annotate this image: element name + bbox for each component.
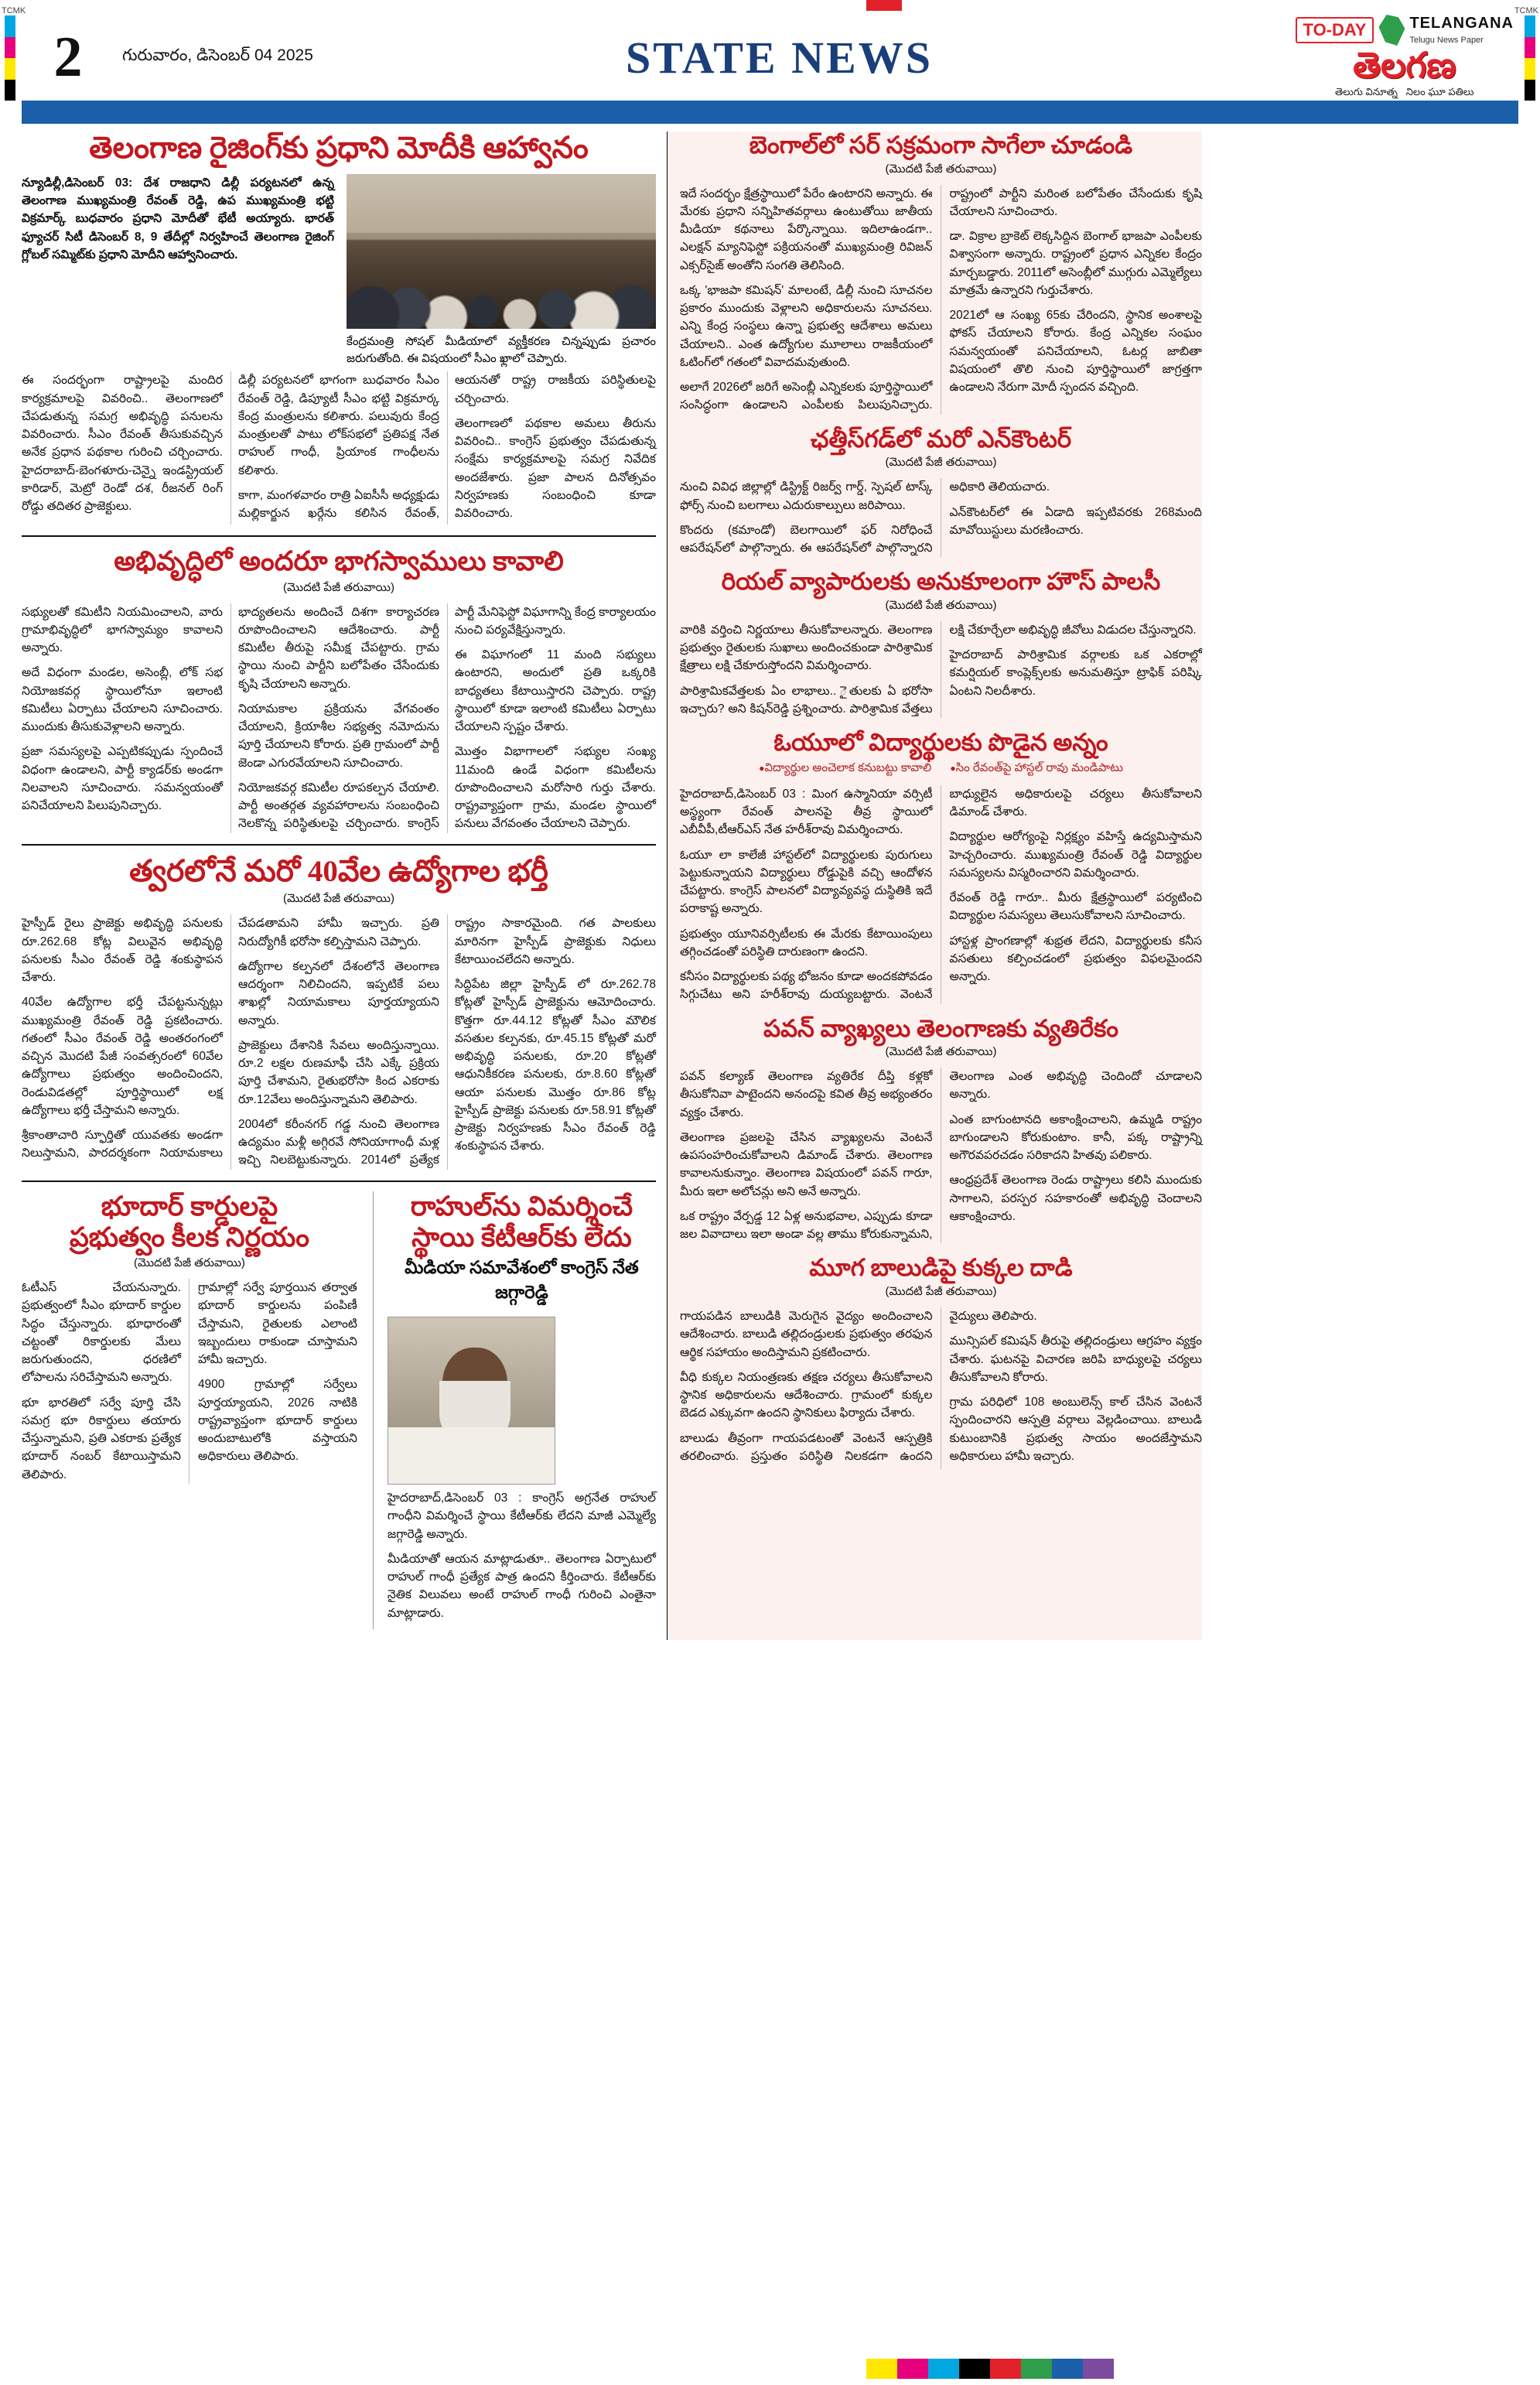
r-story4-p7: హాస్టళ్ల ప్రాంగణాల్లో శుభ్రత లేదని, విద్యార్థులకు కనీస వసతులు కల్పించడంలో ప్రభుత్వం విఫలమైందని అన్నారు. [949,934,1202,984]
r-story1-contd: (మొదటి పేజీ తరువాయి) [885,162,997,176]
story5-subhead: మీడియా సమావేశంలో కాంగ్రెస్ నేత జగ్గారెడ్డి [405,1258,639,1303]
r-story6-headline: మూగ బాలుడిపై కుక్కల దాడి [809,1254,1073,1282]
r-story5-contd: (మొదటి పేజీ తరువాయి) [885,1045,997,1059]
r-story1-body [680,185,1202,415]
story2-p3: ప్రజా సమస్యలపై ఎప్పటికప్పుడు స్పందించే విధంగా ఉండాలని, పార్టీ క్యాడర్‌కు అండగా నిలవాలని సూచించారు. సమన్వయంతో పనిచేయాలని పిలుపునిచ్చారు. [22,745,223,813]
r-story5-p3: ఒక రాష్ట్రం వేర్పడ్డ 12 ఏళ్ల అనుభవాల, ఎప్పుడు కూడా జల వివాదాలు ఇలా అండా వల్ల తాము కోరుకున్నామని, తెలంగాణ ఎంత అభివృద్ధి చెందిందో చూడాలని అన్నారు. [680,1070,1202,1242]
story3-p5: ప్రాజెక్టులు దేశానికి సేవలు అందిస్తున్నాయి. రూ.2 లక్షల రుణమాఫీ చేసి ఎక్కే ప్రక్రియ పూర్తి చేశామని, రైతుభరోసా కింద ఎకరాకు రూ.12వేలు అందిస్తున్నామని తెలిపారు. [238,1038,439,1106]
registration-label-left: TCMK [2,6,26,15]
logo-tagline-2: నిలం ఘూ పతిలు [1405,85,1474,97]
article-realestate [680,568,1202,718]
article-jobs [22,855,656,1170]
lead-paragraph-4: కాగా, మంగళవారం రాత్రి ఏఐసీసీ అధ్యక్షుడు మల్లికార్జున ఖర్గేను కలిసిన రేవంత్, ఆయనతో రాష్ట్ర రాజకీయ పరిస్థితులపై చర్చించారు. [238,374,656,521]
r-story5-p2: తెలంగాణ ప్రజలపై చేసిన వ్యాఖ్యలను వెంటనే ఉపసంహరించుకోవాలని డిమాండ్ చేశారు. తెలంగాణ కావాలనుకున్నాం. తెలంగాణ విషయంలో పవన్ గారూ, మీరు ఇలా అలోచన్లు అని అనే అన్నారు. [680,1130,933,1198]
r-story6-body [680,1307,1202,1469]
r-story5-p5: ఆంధ్రప్రదేశ్ తెలంగాణ రెండు రాష్ట్రాలు కలిసి ముందుకు సాగాలని, పరస్పర సహకారంతో అభివృద్ధి చెందాలని ఆకాంక్షించారు. [949,1174,1202,1223]
lead-headline: తెలంగాణ రైజింగ్‌కు ప్రధాని మోదీకి ఆహ్వానం [89,132,589,165]
story4-p3: గ్రామాల్లో సర్వే పూర్తయిన తర్వాత భూదార్ కార్డులను పంపిణీ చేస్తామని, రైతులకు ఎలాంటి ఇబ్బందులు రాకుండా చూస్తామని హామీ ఇచ్చారు. [197,1281,357,1367]
r-story3-p2: పారిశ్రామికవేత్తలకు ఏం లాభాలు.. ైతులకు ఏ భరోసా ఇచ్చారు? అని కిషన్‌రెడ్డి ప్రశ్నించారు. పారిశ్రామిక వేత్తలు లక్షి చేకూర్చేలా అభివృద్ధి జీవోలు విడుదల చేస్తున్నారని. [680,623,1197,716]
logo-telangana-text: TELANGANA [1409,14,1514,32]
divider-3 [22,1181,656,1182]
r-story6-p4: మున్సిపల్ కమిషన్ తీరుపై తల్లిదండ్రులు ఆగ్రహం వ్యక్తం చేశారు. ఘటనపై విచారణ జరిపి బాధ్యులపై చర్యలు తీసుకోవాలని కోరారు. [949,1334,1202,1384]
article-chhattisgarh [680,425,1202,558]
story5-p1: హైదరాబాద్,డిసెంబర్ 03 : కాంగ్రెస్ అగ్రనేత రాహుల్ గాంధీని విమర్శించే స్థాయి కేటీఆర్‌కు లేదని మాజీ ఎమ్మెల్యే జగ్గారెడ్డి అన్నారు. [387,1491,656,1541]
top-color-mark [866,0,902,11]
r-story6-p1: గాయపడిన బాలుడికి మెరుగైన వైద్యం అందించాలని ఆదేశించారు. బాలుడి తల్లిదండ్రులకు ప్రభుత్వం తరఫున ఆర్థిక సహాయం అందిస్తామని ప్రకటించారు. [680,1310,933,1359]
section-title: STATE NEWS [626,32,933,83]
telangana-map-icon [1378,15,1405,46]
story4-p2: భూ భారతిలో సర్వే పూర్తి చేసి సమగ్ర భూ రికార్డులు తయారు చేస్తున్నామని, ప్రతి ఎకరాకు ప్రత్యేక భూదార్ నంబర్ కేటాయిస్తామని తెలిపారు. [22,1396,181,1481]
r-story4-p5: విద్యార్థుల ఆరోగ్యంపై నిర్లక్ష్యం వహిస్తే ఉద్యమిస్తామని హెచ్చరించారు. ముఖ్యమంత్రి రేవంత్ రెడ్డి విద్యార్థుల సమస్యలను విస్మరించారని విమర్శించారు. [949,830,1202,880]
article-dog-attack [680,1254,1202,1468]
story3-p7: సిద్దిపేట జిల్లా హైస్పీడ్ లో రూ.262.78 కోట్లతో హైస్పీడ్ ప్రాజెక్టును ఆమోదించారు. కొత్తగా రూ.44.12 కోట్లతో సీఎం మౌలిక వసతుల కల్పనకు, రూ.45.15 కోట్లతో మరో అభివృద్ధి పనులకు, రూ.20 కోట్లతో ఆధునికీకరణ పనులకు, రూ.8.60 కోట్లతో ఆయా పనులకు మొత్తం రూ.86 కోట్ల హైస్పీడ్ ప్రాజెక్టు పనులకు రూ.58.91 కోట్లతో ప్రాజెక్టు నిర్వహణకు సీఎం రేవంత్ రెడ్డి శంకుస్థాపన చేశారు. [455,978,656,1153]
cmyk-bar-right [1525,15,1535,101]
r-story4-body [680,785,1202,1004]
lead-paragraph-2: ఈ సందర్భంగా రాష్ట్రాలపై మందిర కార్యక్రమాలపై వివరించి.. తెలంగాణలో చేపడుతున్న సమగ్ర అభివృద్ధి పనులను వివరించారు. సీఎం రేవంత్ తీసుకువచ్చిన అనేక ప్రధాన పథకాల గురించి చర్చించారు. హైదరాబాద్-బెంగళూరు-చెన్నై ఇండస్ట్రియల్ కారిడార్, మెట్రో రెండో దశ, రీజనల్ రింగ్ రోడ్డు తదితర ప్రాజెక్టులు. [22,374,223,514]
r-story2-p1: నుంచి వివిధ జిల్లాల్లో డిస్ట్రిక్ట్ రిజర్వ్ గార్డ్, స్పెషల్ టాస్క్ ఫోర్స్ నుంచి బలగాలు ఎదురుకాల్పులు జరిపాయి. [680,480,933,512]
r-story6-p2: వీధి కుక్కల నియంత్రణకు తక్షణ చర్యలు తీసుకోవాలని స్థానిక అధికారులను ఆదేశించారు. గ్రామంలో కుక్కల బెడద ఎక్కువగా ఉందని స్థానికులు ఫిర్యాదు చేశారు. [680,1370,933,1420]
lead-paragraph-3: డిల్లీ పర్యటనలో భాగంగా బుధవారం సీఎం రేవంత్ రెడ్డి, డిప్యూటీ సీఎం భట్టి విక్రమార్క కేంద్ర మంత్రులను కలిశారు. పలువురు కేంద్ర మంత్రులతో పాటు లోక్‌సభలో ప్రతిపక్ష నేత రాహుల్ గాంధీ, ప్రియాంక గాంధీలను కలిశారు. [238,374,439,477]
story3-p2: 40వేల ఉద్యోగాల భర్తీ చేపట్టనున్నట్లు ముఖ్యమంత్రి రేవంత్ రెడ్డి ప్రకటించారు. గతంలో సీఎం రేవంత్ రెడ్డి అంతరంగంలో వచ్చిన మొదటి పేజీ సంవత్సరంలో 60వేల ఉద్యోగాలు ప్రభుత్వం అందించిందని, రెండువిడతల్లో పూర్తిస్థాయిలో లక్ష ఉద్యోగాలు భర్తీ చేస్తామని అన్నారు. [22,996,223,1117]
r-story2-body [680,478,1202,557]
lead-story-photo [347,174,656,329]
newspaper-logo [1181,14,1518,101]
divider-2 [22,844,656,846]
story4-p1: ఓటీఎస్ చేయనున్నారు. ప్రభుత్వంలో సీఎం భూదార్ కార్డుల సిద్ధం చేస్తున్నారు. భూధారంతో చట్టంతో రికార్డులకు మేలు జరుగుతుందని, ధరణిలో లోపాలను సరిచేస్తామని అన్నారు. [22,1281,181,1385]
r-story3-p3: హైదరాబాద్ పారిశ్రామిక వర్గాలకు ఒక ఎకరాల్లో కమర్షియల్ కాంప్లెక్స్‌లకు అనుమతిస్తూ ట్రాఫిక్ పరిష్కి ఏంటని నిలదీశారు. [949,648,1202,698]
story5-p2: మీడియాతో ఆయన మాట్లాడుతూ.. తెలంగాణ ఏర్పాటులో రాహుల్ గాంధీ ప్రత్యేక పాత్ర ఉందని కీర్తించారు. కేటీఆర్‌కు నైతిక విలువలు అంటే రాహుల్ గాంధీ గురించి ఎంతైనా మాట్లాడారు. [387,1552,656,1620]
story2-body [22,603,656,833]
r-story3-headline: రియల్ వ్యాపారులకు అనుకూలంగా హౌస్ పాలసీ [721,568,1161,596]
story3-p6: 2004లో కరీంనగర్ గడ్డ నుంచి తెలంగాణ ఉద్యమం మళ్లీ అగ్గిరవే సోనియాగాంధీ మళ్ల ఇచ్చి నిలబెట్టుకున్నారు. 2014లో ప్రత్యేక రాష్ట్రం సాకారమైంది. గత పాలకులు మారినగా హైస్పీడ్ ప్రాజెక్టుకు నిధులు కేటాయించలేదని అన్నారు. [238,917,656,1167]
story3-p4: ఉద్యోగాల కల్పనలో దేశంలోనే తెలంగాణ ఆదర్శంగా నిలిచిందని, ఇప్పటికే పలు శాఖల్లో నియామకాలు పూర్తయ్యాయని అన్నారు. [238,959,439,1027]
logo-today-text: TO-DAY [1296,17,1374,43]
r-story1-p4: డా. విక్రాల బ్రాకెట్ లెక్కసిద్దిన బెంగాల్ భాజపా ఎంపీలకు విశ్వాసంగా అన్నారు. రాష్ట్రంలో ప్రధాన ఎన్నికల కేంద్రం మార్చబడ్డారు. 2011లో అసెంబ్లీలో ముగ్గురు ఎమ్మెల్యేలు మాత్రమే ఉన్నారని గుర్తుచేశారు. [949,230,1202,297]
r-story4-bullet-1: ● విద్యార్థుల అంచెలాక కనుబట్టు కావాలి [759,761,931,774]
r-story4-bullet-2: ● సిం రేవంత్‌పై హాస్టల్ రావు మండిపాటు [950,761,1123,774]
logo-masthead-telugu: తెలగణ [1353,45,1456,85]
r-story2-contd: (మొదటి పేజీ తరువాయి) [885,456,997,470]
page-number-box [22,14,114,101]
story2-p5: నియామకాల ప్రక్రియను వేగవంతం చేయాలని, క్రియాశీల సభ్యత్వ నమోదును పూర్తి చేయాలని కోరారు. ప్రతి గ్రామంలో పార్టీ జెండా ఎగురవేయాలని సూచించారు. [238,702,439,770]
date-box [114,14,377,101]
r-story1-p3: అలాగే 2026లో జరిగే అసెంబ్లీ ఎన్నికలకు పూర్తిస్థాయిలో సంసిద్ధంగా ఉండాలని ఎంపీలకు పిలుపునిచ్చారు. రాష్ట్రంలో పార్టీని మరింత బలోపేతం చేసేందుకు కృషి చేయాలని సూచించారు. [680,186,1202,412]
story2-p1: సభ్యులతో కమిటీని నియమించాలని, వారు గ్రామాభివృద్ధిలో భాగస్వామ్యం కావాలని అన్నారు. [22,605,223,655]
article-pawan [680,1015,1202,1244]
r-story4-p1: హైదరాబాద్,డిసెంబర్ 03 : మింగ ఉస్మానియా వర్సిటీ అస్థ్యంగా రేవంత్ పాలనపై తీవ్ర స్థాయిలో ఎబీవీపీ,టీఆర్‌ఎస్ నేత హరీశ్‌రావు విమర్శించారు. [680,787,933,837]
r-story5-headline: పవన్ వ్యాఖ్యలు తెలంగాణకు వ్యతిరేకం [763,1014,1119,1042]
story2-p2: అదే విధంగా మండల, అసెంబ్లీ, లోక్ సభ నియోజకవర్గ స్థాయిలోనూ ఇలాంటి కమిటీలు ఏర్పాటు చేయాలని సూచించారు. ముందుకు తీసుకువెళ్లాలని అన్నారు. [22,666,223,734]
masthead-blue-rule [22,104,1518,124]
r-story2-p3: ఎన్‌కౌంటర్‌లో ఈ ఏడాది ఇప్పటివరకు 268మంది మావోయిస్టులు మరణించారు. [949,505,1202,537]
r-story5-body [680,1068,1202,1243]
story3-p1: హైస్పీడ్ రైలు ప్రాజెక్టు అభివృద్ధి పనులకు రూ.262.68 కోట్ల విలువైన అభివృద్ధి పనులకు సీఎం రేవంత్ రెడ్డి శంకుస్థాపన చేశారు. [22,917,223,985]
r-story4-p4: కనీసం విద్యార్థులకు పథ్య భోజనం కూడా అందకపోవడం సిగ్గుచేటు అని హరీశ్‌రావు దుయ్యబట్టారు. వెంటనే బాధ్యులైన అధికారులపై చర్యలు తీసుకోవాలని డిమాండ్ చేశారు. [680,787,1202,1002]
r-story4-bullets [680,761,1202,777]
article-bhudhar [22,1191,357,1629]
story2-p7: ఈ విఘాగంలో 11 మంది సభ్యులు ఉంటారని, అందులో ప్రతి ఒక్కరికి బాధ్యతలు కేటాయిస్తారని చెప్పారు. రాష్ట్ర స్థాయిలో కూడా ఇలాంటి కమిటీలు ఏర్పాటు చేయాలని స్పష్టం చేశారు. [455,648,656,734]
r-story1-p1: ఇదే సందర్భం క్షేత్రస్థాయిలో పేరేం ఉంటారని అన్నారు. ఈ మేరకు ప్రధాని సన్నిహితవర్గాలు ఉంటుతోయి జాతీయ మీడియా కథనాలు పేర్కొన్నాయి. ఇదిలాఉండగా.. ఎలక్షన్ మ్యానిఫెస్టో పక్రియనంతో ముఖ్యమంత్రి రివిజన్ ఎక్సర్‌సైజ్ అంతోని సంగతి తెలిసింది. [680,186,933,272]
jaggareddy-photo [388,1317,555,1485]
story3-contd: (మొదటి పేజీ తరువాయి) [283,892,394,906]
story5-headline-line2: స్థాయి కేటీఆర్‌కు లేదు [411,1222,632,1252]
article-rahul [373,1191,656,1629]
logo-subtitle: Telugu News Paper [1409,35,1484,45]
issue-date: గురువారం, డిసెంబర్ 04 2025 [122,46,313,64]
article-bengal [680,132,1202,415]
r-story3-contd: (మొదటి పేజీ తరువాయి) [885,598,997,612]
page-body [22,132,1518,1640]
column-right [668,132,1202,1640]
color-calibration-bar [866,2359,1114,2379]
r-story1-headline: బెంగాల్‌లో సర్ సక్రమంగా సాగేలా చూడండి [749,132,1133,159]
column-left [22,132,668,1640]
story3-headline: త్వరలోనే మరో 40వేల ఉద్యోగాల భర్తీ [129,854,548,888]
r-story6-p3: బాలుడు తీవ్రంగా గాయపడటంతో వెంటనే ఆస్పత్రికి తరలించారు. ప్రస్తుతం పరిస్థితి నిలకడగా ఉందని వైద్యులు తెలిపారు. [680,1310,1037,1463]
story3-body [22,914,656,1169]
article-development [22,546,656,832]
logo-tagline-1: తెలుగు వినూత్న [1335,85,1398,97]
story4-headline-line2: ప్రభుత్వం కీలక నిర్ణయం [69,1222,310,1252]
lead-paragraph-1: న్యూడిల్లీ,డిసెంబర్ 03: దేశ రాజధాని డిల్లీ పర్యటనలో ఉన్న తెలంగాణ ముఖ్యమంత్రి రేవంత్ రెడ్డి, ఉప ముఖ్యమంత్రి భట్టి విక్రమార్క్ బుధవారం ప్రధాని మోదీతో భేటీ అయ్యారు. భారత్ ఫ్యూచర్ సిటీ డిసెంబర్ 8, 9 తేదీల్లో నిర్వహించే తెలంగాణ రైజింగ్ గ్లోబల్ సమ్మిట్‌కు ప్రధాని మోదీని ఆహ్వానించారు. [22,176,334,261]
page-number: 2 [53,26,83,89]
cmyk-bar-left [5,15,15,101]
r-story4-p3: ప్రభుత్వం యూనివర్సిటీలకు ఈ మేరకు కేటాయింపులు తగ్గించడంతో పరిస్థితి దారుణంగా ఉందని. [680,927,933,958]
r-story4-headline: ఓయూలో విద్యార్థులకు పొడైన అన్నం [773,729,1108,757]
masthead [22,14,1518,104]
lead-body-columns [22,371,656,524]
section-title-box [377,14,1181,101]
r-story5-p4: ఎంత బాగుంటానది అకాంక్షించాలని, ఉమ్మడి రాష్ట్రం బాగుండాలని కోరుకుంటాం. కానీ, పక్క రాష్ట్రాన్ని అగౌరవపరచడం సరికాదని హితవు పలికారు. [949,1112,1202,1163]
story4-headline-line1: భూదార్ కార్డులపై [101,1191,278,1222]
story2-headline: అభివృద్ధిలో అందరూ భాగస్వాములు కావాలి [114,546,564,577]
story2-p8: మొత్తం విభాగాలలో సభ్యుల సంఖ్య 11మంది ఉండే విధంగా కమిటీలను రూపొందించాలని మరోసారి గుర్తు చేశారు. రాష్ట్రవ్యాప్తంగా గ్రామ, మండల స్థాయిలో పనులు వేగవంతం చేయాలని చెప్పారు. [455,745,656,831]
r-story4-p6: రేవంత్ రెడ్డి గారూ.. మీరు క్షేత్రస్థాయిలో పర్యటించి విద్యార్థుల సమస్యలు తెలుసుకోవాలని సూచించారు. [949,891,1202,923]
article-ou-hostel [680,729,1202,1003]
lead-photo-caption: కేంద్రమంత్రి సోషల్ మీడియాలో వ్యక్తీకరణ చిన్నప్పుడు ప్రచారం జరుగుతోంది. ఈ విషయంలో సీఎం ఖ్లాలో చెప్పారు. [347,334,656,365]
registration-label-right: TCMK [1514,6,1538,15]
r-story6-p5: గ్రామ పరిధిలో 108 అంబులెన్స్ కాల్ చేసిన వెంటనే స్పందించారని ఆస్పత్రి వర్గాలు వెల్లడించాయి. బాలుడి కుటుంబానికి ప్రభుత్వ సాయం అందజేస్తామని అధికారులు హామీ ఇచ్చారు. [949,1396,1202,1463]
r-story6-contd: (మొదటి పేజీ తరువాయి) [885,1285,997,1299]
story4-p4: 4900 గ్రామాల్లో సర్వేలు పూర్తయ్యాయని, 2026 నాటికి రాష్ట్రవ్యాప్తంగా భూదార్ కార్డులు అందుబాటులోకి వస్తాయని అధికారులు తెలిపారు. [197,1378,357,1464]
story2-p4: భాద్యతలను అందించే దిశగా కార్యాచరణ రూపొందించాలని ఆదేశించారు. పార్టీ కమిటీల తీరుపై సమీక్ష చేపట్టారు. గ్రామ స్థాయి నుంచి పార్టీని బలోపేతం చేసేందుకు కృషి చేయాలని అన్నారు. [238,605,439,691]
story4-body [22,1279,357,1484]
r-story2-p2: కొందరు (కమాండో) బెలగాయిలో ఫర్ నిరోధించే ఆపరేషన్‌లో పాల్గొన్నారు. ఈ ఆపరేషన్‌లో పాల్గొన్నారని అధికారి తెలియచారు. [680,480,1050,555]
story2-contd: (మొదటి పేజీ తరువాయి) [283,580,394,594]
article-bhudhar-and-rahul [22,1191,656,1629]
story3-p3: శ్రీకాంతాచారి స్ఫూర్తితో యువతకు అండగా నిలుస్తామని, పారదర్శకంగా నియామకాలు చేపడతామని హామీ ఇచ్చారు. ప్రతి నిరుద్యోగికీ భరోసా కల్పిస్తామని చెప్పారు. [22,917,439,1160]
divider-1 [22,535,656,537]
r-story5-p1: పవన్ కల్యాణ్ తెలంగాణ వ్యతిరేక దీప్తి కళ్లకో తీసుకోనివా పాటైందని అనందపై కవిత తీవ్ర అభ్యంతరం వ్యక్తం చేశారు. [680,1070,933,1119]
story4-contd: (మొదటి పేజీ తరువాయి) [133,1256,245,1270]
lead-paragraph-5: తెలంగాణలో పథకాల అమలు తీరును వివరించి.. కాంగ్రెస్ ప్రభుత్వం చేపడుతున్న సంక్షేమ కార్యక్రమాలపై సమగ్ర నివేదిక అందజేశారు. ప్రజా పాలన దినోత్సవం నిర్వహణకు సంబంధించి కూడా వివరించారు. [455,416,656,521]
r-story2-headline: ఛత్తీస్‌గడ్‌లో మరో ఎన్‌కౌంటర్ [810,425,1072,453]
r-story4-p2: ఓయూ లా కాలేజీ హాస్టల్‌లో విద్యార్థులకు పురుగులు పెట్టుకున్నాయని విద్యార్థులు రోడ్డుపైకి వచ్చి ఆందోళన చేపట్టారు. కాంగ్రెస్ పాలనలో విద్యావ్యవస్థ దుస్థితికి ఇదే పరాకాష్ట అన్నారు. [680,848,933,916]
r-story3-body [680,621,1202,718]
story5-headline-line1: రాహుల్‌ను విమర్శించే [410,1191,633,1222]
story2-p6: నియోజకవర్గ కమిటీల రూపకల్పన చేయాలి. పార్టీ అంతర్గత వ్యవహారాలను సంబంధించి నెలకొన్న పరిస్థితులపై చర్చించారు. కాంగ్రెస్ పార్టీ మేనిఫెస్టో విఘాగాన్ని కేంద్ర కార్యాలయం నుంచి పర్యవేక్షిస్తున్నారు. [238,605,656,831]
r-story1-p5: 2021లో ఆ సంఖ్య 65కు చేరిందని, స్థానిక అంశాలపై ఫోకస్ చేయాలని కోరారు. కేంద్ర ఎన్నికల సంఘం సమన్వయంతో పనిచేయాలని, ఓటర్ల జాబితా విషయంలో తొలి నుంచి పూర్తిస్థాయిలో జాగ్రత్తగా ఉండాలని నేరుగా మోదీ స్పందన వచ్చింది. [949,309,1202,395]
r-story1-p2: ఒక్క 'భాజపా కమిషన్‌' మాలంటే, డిల్లీ నుంచి సూచనల ప్రకారం ముందుకు వెళ్లాలని అధికారులను సూచనలు. ఎన్ని కేంద్ర సంస్థలు ఉన్నా ప్రభుత్వ ఆదేశాలు అమలు చేయాలని.. ఎంత ఉద్యోగుల మూలాలు రాజకీయంలో ఓటింగ్‌లో గతంలో వివాదమవుతుంది. [680,283,933,369]
article-lead-story [22,132,656,524]
r-story3-p1: వారికి వర్తించి నిర్ణయాలు తీసుకోవాలన్నారు. తెలంగాణ ప్రభుత్వం రైతులకు సుఖాలు అందించకుండా పారిశ్రామిక క్షేత్రాలు లక్షి చేకూరుస్తోందని విమర్శించారు. [680,623,933,673]
